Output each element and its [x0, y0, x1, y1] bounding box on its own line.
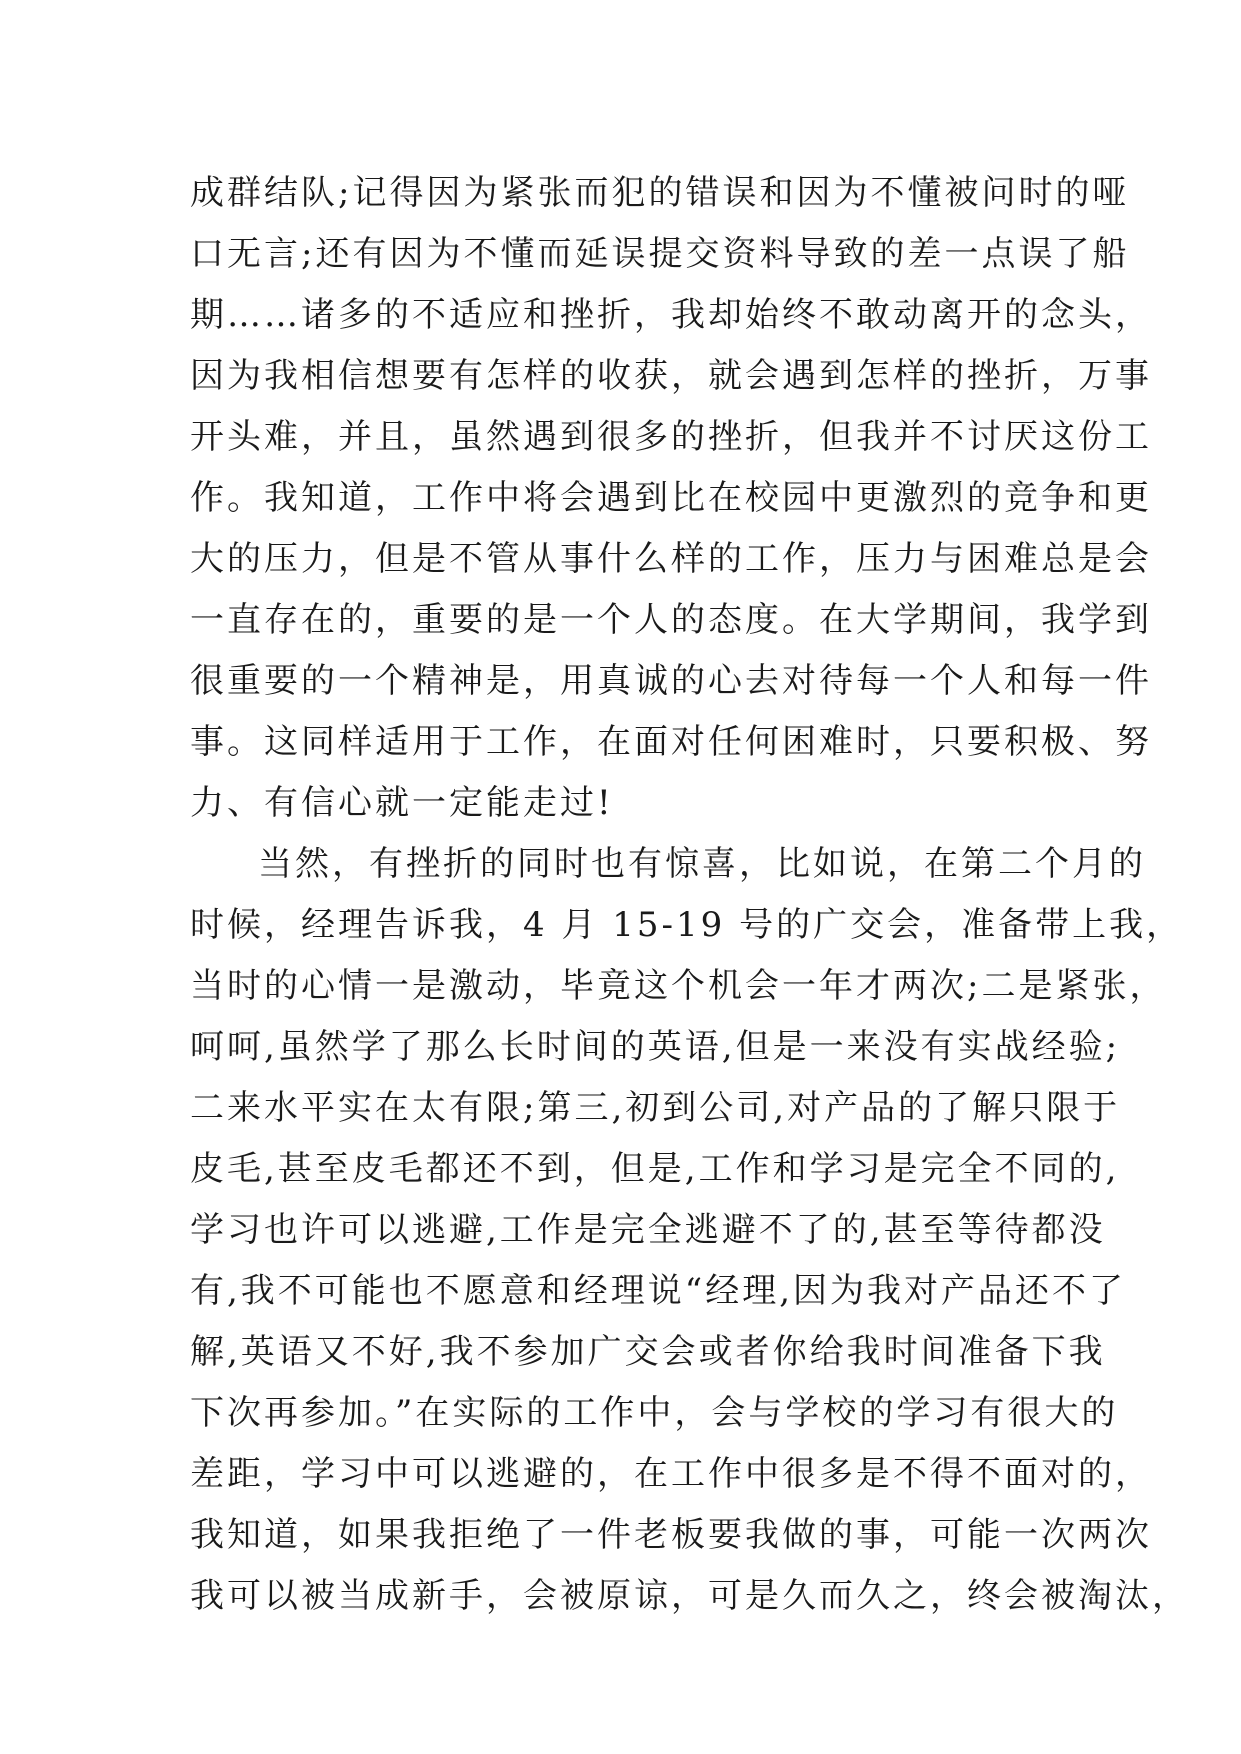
text-line: 我知道，如果我拒绝了一件老板要我做的事，可能一次两次	[190, 1515, 1152, 1555]
text-line: 期……诸多的不适应和挫折，我却始终不敢动离开的念头，	[190, 295, 1152, 335]
text-line: 解,英语又不好,我不参加广交会或者你给我时间准备下我	[190, 1332, 1106, 1372]
text-line: 有,我不可能也不愿意和经理说“经理,因为我对产品还不了	[190, 1271, 1126, 1311]
text-line: 开头难，并且，虽然遇到很多的挫折，但我并不讨厌这份工	[190, 417, 1152, 457]
text-line: 很重要的一个精神是，用真诚的心去对待每一个人和每一件	[190, 661, 1152, 701]
text-line: 差距，学习中可以逃避的，在工作中很多是不得不面对的，	[190, 1454, 1152, 1494]
text-line: 成群结队;记得因为紧张而犯的错误和因为不懂被问时的哑	[190, 173, 1130, 213]
text-line: 二来水平实在太有限;第三,初到公司,对产品的了解只限于	[190, 1088, 1121, 1128]
text-line: 大的压力，但是不管从事什么样的工作，压力与困难总是会	[190, 539, 1152, 579]
text-line: 当时的心情一是激动，毕竟这个机会一年才两次;二是紧张，	[190, 966, 1167, 1006]
text-line: 事。这同样适用于工作，在面对任何困难时，只要积极、努	[190, 722, 1152, 762]
text-line: 呵呵,虽然学了那么长时间的英语,但是一来没有实战经验;	[190, 1027, 1121, 1067]
text-line: 一直存在的，重要的是一个人的态度。在大学期间，我学到	[190, 600, 1152, 640]
document-body	[190, 163, 1189, 1627]
text-line: 因为我相信想要有怎样的收获，就会遇到怎样的挫折，万事	[190, 356, 1152, 396]
text-line: 我可以被当成新手，会被原谅，可是久而久之，终会被淘汰，	[190, 1576, 1189, 1616]
text-line: 力、有信心就一定能走过!	[190, 783, 614, 823]
text-line: 口无言;还有因为不懂而延误提交资料导致的差一点误了船	[190, 234, 1130, 274]
text-line: 下次再参加。”在实际的工作中，会与学校的学习有很大的	[190, 1393, 1119, 1433]
text-line: 作。我知道，工作中将会遇到比在校园中更激烈的竞争和更	[190, 478, 1152, 518]
paragraph-first-line: 当然，有挫折的同时也有惊喜，比如说，在第二个月的	[258, 844, 1146, 884]
text-line: 学习也许可以逃避,工作是完全逃避不了的,甚至等待都没	[190, 1210, 1106, 1250]
text-line: 皮毛,甚至皮毛都还不到，但是,工作和学习是完全不同的,	[190, 1149, 1120, 1189]
text-line: 时候，经理告诉我，4 月 15-19 号的广交会，准备带上我，	[190, 905, 1184, 945]
